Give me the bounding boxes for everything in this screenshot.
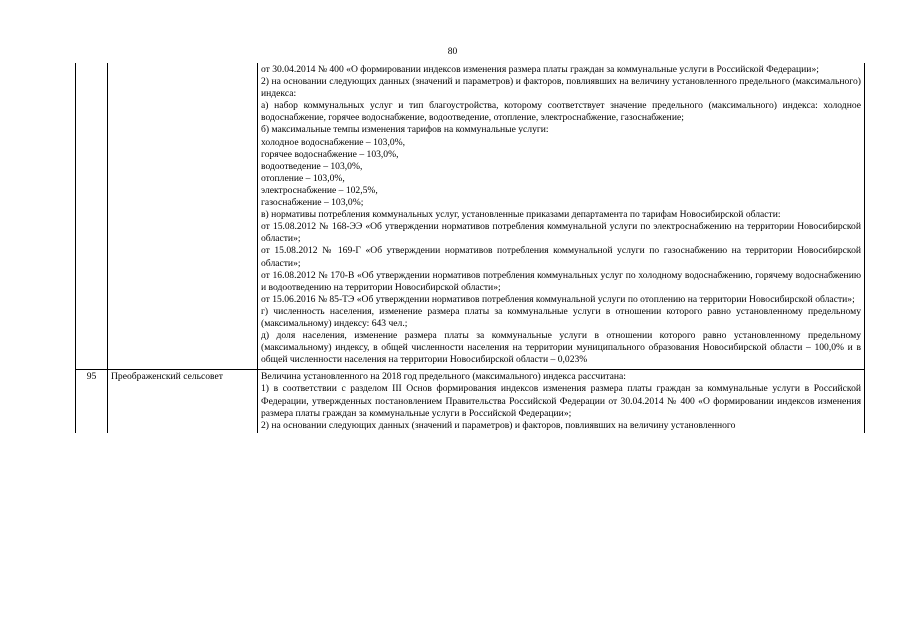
paragraph: от 15.08.2012 № 169-Г «Об утверждении нормативов потребления коммунальной услуги по газоснабжению на территории Новосибирской области»; [261, 245, 861, 269]
paragraph: газоснабжение – 103,0%; [261, 197, 364, 209]
paragraph: 2) на основании следующих данных (значений и параметров) и факторов, повлиявших на величину установленного предельного (максимального) индекса: [261, 76, 861, 100]
paragraph: Величина установленного на 2018 год предельного (максимального) индекса рассчитана: [261, 371, 626, 383]
document-table [75, 63, 865, 433]
paragraph: 1) в соответствии с разделом III Основ формирования индексов изменения размера платы граждан за коммунальные услуги в Российской Федерации, утвержденных постановлением Правительства Российской Федерации от 30.04.2014 № 400 «О формировании индексов изменения размера платы граждан за коммунальные услуги в Российской Федерации»; [261, 383, 861, 419]
page-number: 80 [447, 47, 458, 57]
paragraph: г) численность населения, изменение размера платы за коммунальные услуги в отношении которого равно установленному предельному (максимальному) индексу: 643 чел.; [261, 305, 861, 329]
paragraph: 2) на основании следующих данных (значений и параметров) и факторов, повлиявших на величину установленного [261, 419, 736, 431]
paragraph: в) нормативы потребления коммунальных услуг, установленные приказами департамента по тарифам Новосибирской области: [261, 209, 781, 221]
paragraph: от 15.08.2012 № 168-ЭЭ «Об утверждении нормативов потребления коммунальной услуги по электроснабжению на территории Новосибирской области»; [261, 221, 861, 245]
paragraph: от 30.04.2014 № 400 «О формировании индексов изменения размера платы граждан за коммунальные услуги в Российской Федерации»; [261, 64, 819, 75]
paragraph: отопление – 103,0%, [261, 172, 345, 184]
row-number-cell [76, 63, 108, 370]
table-row [76, 370, 865, 433]
paragraph: водоотведение – 103,0%, [261, 160, 363, 172]
table-row [76, 63, 865, 370]
paragraph: холодное водоснабжение – 103,0%, [261, 136, 406, 148]
row-number-cell: 95 [76, 370, 108, 433]
description-cell [258, 63, 865, 370]
paragraph: от 15.06.2016 № 85-ТЭ «Об утверждении нормативов потребления коммунальной услуги по отоплению на территории Новосибирской области»; [261, 293, 855, 305]
paragraph: электроснабжение – 102,5%, [261, 184, 378, 196]
description-cell [258, 370, 865, 433]
municipality-name-cell [108, 63, 258, 370]
paragraph: от 16.08.2012 № 170-В «Об утверждении нормативов потребления коммунальных услуг по холодному водоснабжению, горячему водоснабжению и водоотведению на территории Новосибирской области»; [261, 269, 861, 293]
paragraph: д) доля населения, изменение размера платы за коммунальные услуги в отношении которого равно установленному предельному (максимальному) индексу, в общей численности населения на территории муниципального образования Новосибирской области – 100,0% и в общей численности населения на территории Новосибирской области – 0,023% [261, 330, 861, 366]
paragraph: б) максимальные темпы изменения тарифов на коммунальные услуги: [261, 124, 549, 136]
municipality-name-cell: Преображенский сельсовет [108, 370, 258, 433]
paragraph: а) набор коммунальных услуг и тип благоустройства, которому соответствует значение предельного (максимального) индекса: холодное водоснабжение, горячее водоснабжение, водоотведение, отопление, электроснабжение, газоснабжение; [261, 100, 861, 124]
paragraph: горячее водоснабжение – 103,0%, [261, 148, 399, 160]
